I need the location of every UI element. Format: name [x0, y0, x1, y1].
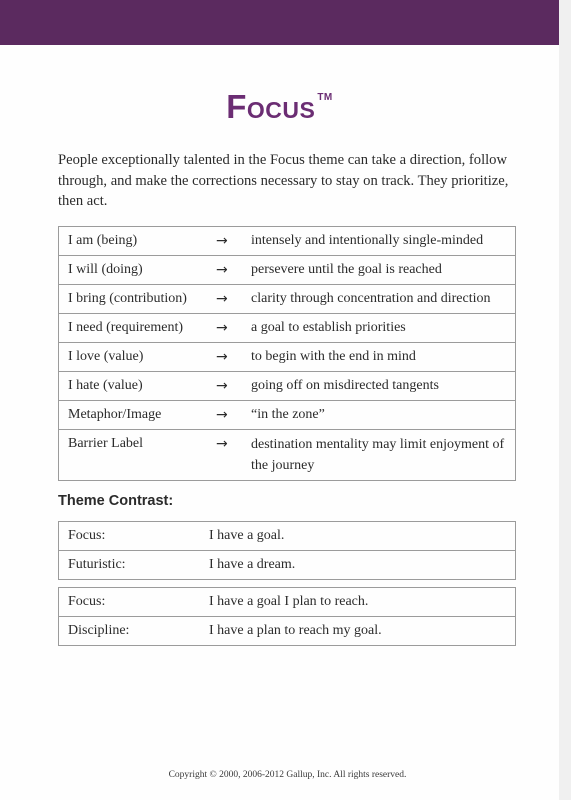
- table-row: [59, 372, 516, 401]
- table-row: [59, 343, 516, 372]
- arrow-icon: →: [216, 314, 251, 343]
- row-value: persevere until the goal is reached: [251, 256, 516, 285]
- theme-contrast-heading: Theme Contrast:: [58, 493, 174, 509]
- arrow-icon: →: [216, 401, 251, 430]
- contrast-statement: I have a plan to reach my goal.: [209, 617, 516, 646]
- page-title-text: Focus: [226, 88, 316, 125]
- table-row: [59, 588, 516, 617]
- theme-profile-table: [58, 226, 516, 481]
- arrow-icon: →: [216, 343, 251, 372]
- arrow-icon: →: [216, 256, 251, 285]
- table-row: [59, 256, 516, 285]
- contrast-statement: I have a dream.: [209, 551, 516, 580]
- theme-contrast-table-1: [58, 521, 516, 580]
- row-label: I hate (value): [59, 372, 217, 401]
- row-value: clarity through concentration and direction: [251, 285, 516, 314]
- arrow-icon: →: [216, 285, 251, 314]
- row-label: I need (requirement): [59, 314, 217, 343]
- page-edge: [559, 0, 571, 800]
- table-row: [59, 522, 516, 551]
- contrast-statement: I have a goal I plan to reach.: [209, 588, 516, 617]
- trademark-mark: TM: [317, 92, 333, 103]
- row-value: destination mentality may limit enjoyment of the journey: [251, 430, 516, 481]
- table-row: [59, 227, 516, 256]
- header-bar: [0, 0, 559, 45]
- contrast-statement: I have a goal.: [209, 522, 516, 551]
- row-value: to begin with the end in mind: [251, 343, 516, 372]
- arrow-icon: →: [216, 372, 251, 401]
- table-row: [59, 617, 516, 646]
- row-label: I bring (contribution): [59, 285, 217, 314]
- theme-contrast-table-2: [58, 587, 516, 646]
- contrast-theme: Focus:: [59, 522, 210, 551]
- page-title: [0, 88, 559, 126]
- row-value: “in the zone”: [251, 401, 516, 430]
- row-value: going off on misdirected tangents: [251, 372, 516, 401]
- table-row: [59, 314, 516, 343]
- row-label: Metaphor/Image: [59, 401, 217, 430]
- table-row: [59, 551, 516, 580]
- contrast-theme: Discipline:: [59, 617, 210, 646]
- row-value: intensely and intentionally single-minded: [251, 227, 516, 256]
- copyright-notice: Copyright © 2000, 2006-2012 Gallup, Inc. All rights reserved.: [168, 770, 407, 780]
- table-row: [59, 285, 516, 314]
- table-row: [59, 430, 516, 481]
- contrast-theme: Focus:: [59, 588, 210, 617]
- intro-paragraph: People exceptionally talented in the Focus theme can take a direction, follow through, and make the corrections necessary to stay on track. They prioritize, then act.: [58, 152, 509, 209]
- arrow-icon: →: [216, 227, 251, 256]
- row-label: I am (being): [59, 227, 217, 256]
- row-label: Barrier Label: [59, 430, 217, 481]
- row-label: I love (value): [59, 343, 217, 372]
- table-row: [59, 401, 516, 430]
- row-value: a goal to establish priorities: [251, 314, 516, 343]
- arrow-icon: →: [216, 430, 251, 481]
- contrast-theme: Futuristic:: [59, 551, 210, 580]
- row-label: I will (doing): [59, 256, 217, 285]
